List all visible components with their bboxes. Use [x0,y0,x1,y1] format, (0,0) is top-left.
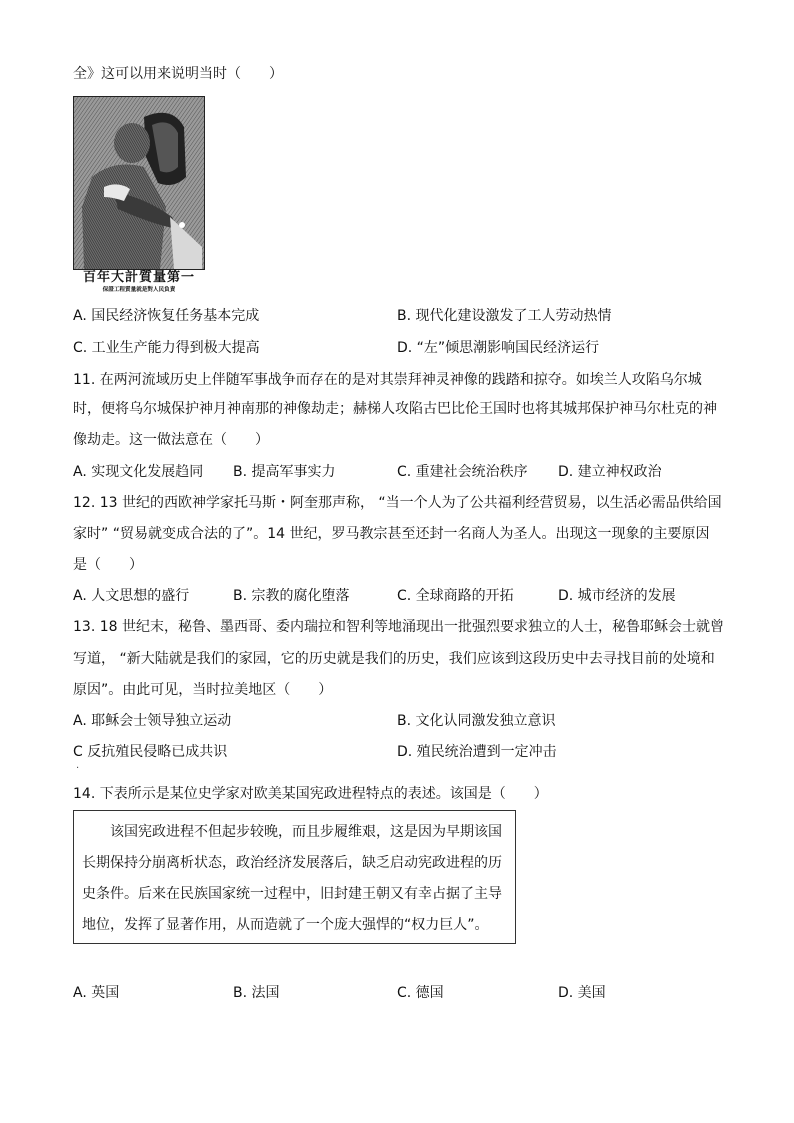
poster-caption-main: 百年大計質量第一 [82,270,195,285]
q11-option-b[interactable]: B. 提高军事实力 [233,464,336,480]
poster-caption-sub: 保證工程質量就是對人民負責 [102,287,176,293]
q10-option-d[interactable]: D. “左”倾思潮影响国民经济运行 [397,340,600,356]
scan-dot-mark: · [76,763,80,774]
q14-quote-line-1: 该国宪政进程不但起步较晚，而且步履维艰，这是因为早期该国 [82,824,502,840]
q11-stem-line-2: 时，便将乌尔城保护神月神南那的神像劫走；赫梯人攻陷古巴比伦王国时也将其城邦保护神马尔杜克的神 [73,401,717,417]
q10-option-c[interactable]: C. 工业生产能力得到极大提高 [73,340,260,356]
q12-stem-line-2: 家时” “贸易就变成合法的了”。14 世纪，罗马教宗甚至还封一名商人为圣人。出现这一现象的主要原因 [73,526,710,542]
q12-option-d[interactable]: D. 城市经济的发展 [558,588,676,604]
q14-option-a[interactable]: A. 英国 [73,985,120,1001]
q14-option-d[interactable]: D. 美国 [558,985,606,1001]
q12-option-c[interactable]: C. 全球商路的开拓 [397,588,514,604]
q14-quote-line-2: 长期保持分崩离析状态，政治经济发展落后，缺乏启动宪政进程的历 [82,855,502,871]
q11-stem-line-3: 像劫走。这一做法意在（ ） [73,432,269,448]
q14-option-c[interactable]: C. 德国 [397,985,444,1001]
q14-option-b[interactable]: B. 法国 [233,985,280,1001]
question-stem-continuation: 全》这可以用来说明当时（ ） [73,66,283,82]
q13-option-b[interactable]: B. 文化认同激发独立意识 [397,713,556,729]
q14-quote-line-4: 地位，发挥了显著作用，从而造就了一个庞大强悍的“权力巨人”。 [82,917,489,933]
q10-option-a[interactable]: A. 国民经济恢复任务基本完成 [73,308,260,324]
welder-illustration [74,97,204,269]
q12-stem-line-1: 12. 13 世纪的西欧神学家托马斯・阿奎那声称， “当一个人为了公共福利经营贸易，以生活必需品供给国 [73,495,722,511]
q14-stem: 14. 下表所示是某位史学家对欧美某国宪政进程特点的表述。该国是（ ） [73,786,548,802]
propaganda-poster-image [73,96,205,270]
q12-option-a[interactable]: A. 人文思想的盛行 [73,588,190,604]
q13-stem-line-2: 写道， “新大陆就是我们的家园，它的历史就是我们的历史，我们应该到这段历史中去寻找目前的处境和 [73,651,715,667]
q11-stem-line-1: 11. 在两河流域历史上伴随军事战争而存在的是对其崇拜神灵神像的践踏和掠夺。如埃兰人攻陷乌尔城 [73,372,702,388]
q11-option-c[interactable]: C. 重建社会统治秩序 [397,464,528,480]
q14-quote-box [73,810,516,944]
q12-stem-line-3: 是（ ） [73,557,143,573]
q13-option-d[interactable]: D. 殖民统治遭到一定冲击 [397,744,557,760]
q11-option-d[interactable]: D. 建立神权政治 [558,464,662,480]
q12-option-b[interactable]: B. 宗教的腐化堕落 [233,588,350,604]
q11-option-a[interactable]: A. 实现文化发展趋同 [73,464,204,480]
q13-option-a[interactable]: A. 耶稣会士领导独立运动 [73,713,232,729]
q14-quote-line-3: 史条件。后来在民族国家统一过程中，旧封建王朝又有幸占据了主导 [82,886,502,902]
q13-option-c[interactable]: C 反抗殖民侵略已成共识 [73,744,228,760]
q13-stem-line-1: 13. 18 世纪末，秘鲁、墨西哥、委内瑞拉和智利等地涌现出一批强烈要求独立的人士，秘鲁耶稣会士就曾 [73,619,724,635]
q10-option-b[interactable]: B. 现代化建设激发了工人劳动热情 [397,308,612,324]
q13-stem-line-3: 原因”。由此可见，当时拉美地区（ ） [73,682,333,698]
